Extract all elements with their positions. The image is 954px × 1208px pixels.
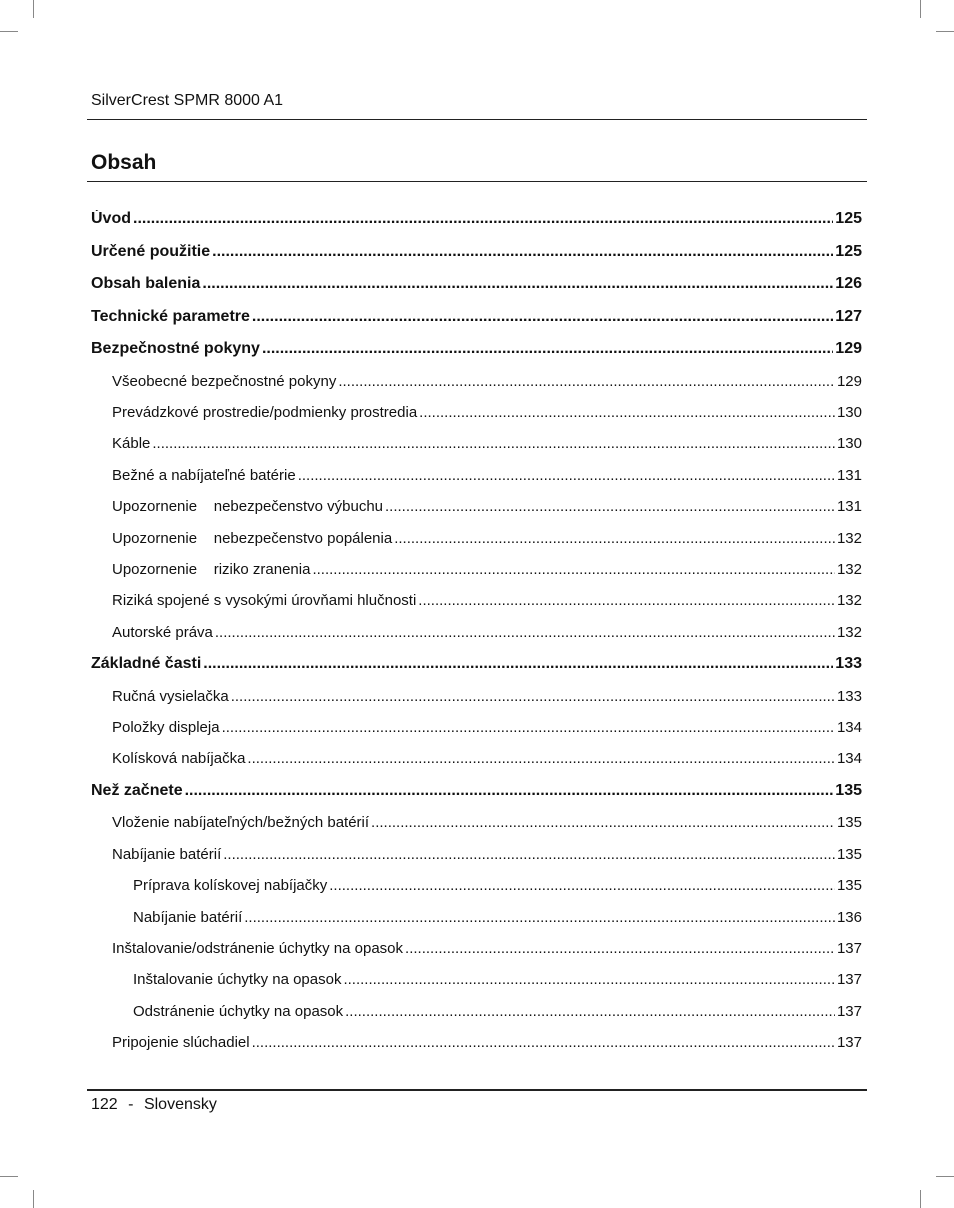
toc-entry[interactable] xyxy=(133,877,862,901)
toc-entry-title: Bežné a nabíjateľné batérie xyxy=(112,466,296,484)
toc-leader-dots xyxy=(385,498,835,515)
page-footer xyxy=(91,1096,217,1114)
toc-leader-dots xyxy=(203,655,833,673)
toc-entry-title: Prevádzkové prostredie/podmienky prostredia xyxy=(112,403,418,421)
toc-entry-title: Upozornenie nebezpečenstvo výbuchu xyxy=(112,498,384,516)
toc-entry-title: Káble xyxy=(112,435,151,453)
footer-language: Slovensky xyxy=(143,1096,217,1113)
title-rule xyxy=(87,181,867,182)
toc-entry-page: 130 xyxy=(836,435,862,453)
toc-leader-dots xyxy=(185,782,834,800)
toc-entry-page: 136 xyxy=(836,908,862,926)
toc-leader-dots xyxy=(223,846,835,863)
toc-leader-dots xyxy=(343,971,835,988)
crop-mark xyxy=(0,31,18,32)
toc-entry-title: Kolísková nabíjačka xyxy=(112,750,246,768)
crop-mark xyxy=(920,0,921,18)
toc-entry-page: 133 xyxy=(836,687,862,705)
toc-entry[interactable] xyxy=(112,750,862,774)
toc-entry-title: Určené použitie xyxy=(91,242,211,260)
toc-entry-page: 132 xyxy=(836,623,862,641)
toc-entry[interactable] xyxy=(91,782,862,806)
toc-entry[interactable] xyxy=(112,467,862,491)
toc-entry-title: Technické parametre xyxy=(91,307,250,325)
toc-entry-page: 135 xyxy=(836,877,862,895)
toc-leader-dots xyxy=(394,530,835,547)
footer-page-number: 122 xyxy=(91,1096,118,1113)
toc-leader-dots xyxy=(312,561,835,578)
toc-entry[interactable] xyxy=(112,435,862,459)
toc-entry[interactable] xyxy=(112,404,862,428)
toc-entry-title: Inštalovanie/odstránenie úchytky na opasok xyxy=(112,939,404,957)
page-title: Obsah xyxy=(91,151,157,174)
toc-entry-page: 131 xyxy=(836,498,862,516)
crop-mark xyxy=(33,0,34,18)
toc-leader-dots xyxy=(202,275,833,293)
toc-entry[interactable] xyxy=(91,210,862,234)
toc-entry[interactable] xyxy=(112,561,862,585)
toc-leader-dots xyxy=(329,877,835,894)
toc-entry-title: Obsah balenia xyxy=(91,275,201,292)
toc-entry-title: Nabíjanie batérií xyxy=(112,845,222,863)
toc-entry-title: Položky displeja xyxy=(112,719,220,736)
toc-entry[interactable] xyxy=(112,498,862,522)
toc-leader-dots xyxy=(152,435,835,452)
toc-entry[interactable] xyxy=(133,909,862,933)
crop-mark xyxy=(33,1190,34,1208)
toc-entry-title: Upozornenie riziko zranenia xyxy=(112,560,311,578)
toc-leader-dots xyxy=(419,404,835,421)
toc-entry-title: Upozornenie nebezpečenstvo popálenia xyxy=(112,529,393,547)
toc-leader-dots xyxy=(418,592,835,609)
toc-entry[interactable] xyxy=(112,530,862,554)
toc-leader-dots xyxy=(345,1003,835,1020)
toc-entry-page: 133 xyxy=(835,655,862,673)
toc-entry-title: Inštalovanie úchytky na opasok xyxy=(133,971,342,989)
toc-leader-dots xyxy=(247,750,835,767)
crop-mark xyxy=(920,1190,921,1208)
toc-entry-page: 134 xyxy=(836,750,862,768)
toc-leader-dots xyxy=(338,373,835,390)
toc-leader-dots xyxy=(405,940,835,957)
toc-entry-page: 132 xyxy=(836,560,862,578)
toc-entry-page: 129 xyxy=(835,340,862,357)
toc-entry-title: Než začnete xyxy=(91,781,183,799)
toc-entry-page: 137 xyxy=(836,1002,862,1020)
toc-entry[interactable] xyxy=(112,846,862,870)
toc-entry[interactable] xyxy=(91,340,862,364)
toc-entry-page: 137 xyxy=(836,1034,862,1052)
toc-entry-title: Bezpečnostné pokyny xyxy=(91,340,260,357)
toc-entry[interactable] xyxy=(112,814,862,838)
toc-leader-dots xyxy=(244,909,835,926)
toc-entry-page: 126 xyxy=(835,275,862,292)
crop-mark xyxy=(0,1176,18,1177)
toc-entry[interactable] xyxy=(133,1003,862,1027)
toc-leader-dots xyxy=(252,1034,835,1051)
toc-entry-page: 127 xyxy=(835,307,862,325)
toc-entry-page: 132 xyxy=(836,529,862,547)
toc-entry-page: 125 xyxy=(835,242,862,260)
header-rule xyxy=(87,119,867,120)
toc-entry-title: Pripojenie slúchadiel xyxy=(112,1034,250,1052)
toc-entry-page: 137 xyxy=(836,939,862,957)
toc-leader-dots xyxy=(262,340,833,358)
footer-rule xyxy=(87,1089,867,1091)
toc-entry-title: Všeobecné bezpečnostné pokyny xyxy=(112,372,337,390)
toc-entry[interactable] xyxy=(91,275,862,299)
toc-entry-title: Ručná vysielačka xyxy=(112,687,229,705)
toc-entry[interactable] xyxy=(112,592,862,616)
toc-entry[interactable] xyxy=(91,655,862,679)
toc-entry-page: 132 xyxy=(836,592,862,610)
running-header: SilverCrest SPMR 8000 A1 xyxy=(91,92,284,109)
toc-entry-title: Príprava kolískovej nabíjačky xyxy=(133,877,328,895)
toc-entry-page: 135 xyxy=(836,845,862,863)
toc-entry-title: Úvod xyxy=(91,210,131,227)
toc-entry-page: 134 xyxy=(836,719,862,736)
toc-entry[interactable] xyxy=(112,688,862,712)
toc-entry[interactable] xyxy=(112,373,862,397)
toc-entry[interactable] xyxy=(112,940,862,964)
toc-entry-title: Nabíjanie batérií xyxy=(133,908,243,926)
toc-entry-page: 135 xyxy=(835,781,862,799)
toc-entry[interactable] xyxy=(91,308,862,332)
toc-entry-page: 129 xyxy=(836,372,862,390)
toc-entry-title: Autorské práva xyxy=(112,623,213,641)
toc-entry-page: 130 xyxy=(836,403,862,421)
footer-separator: - xyxy=(128,1096,134,1113)
crop-mark xyxy=(936,31,954,32)
toc-entry-title: Odstránenie úchytky na opasok xyxy=(133,1002,344,1020)
toc-entry[interactable] xyxy=(112,624,862,648)
toc-leader-dots xyxy=(298,467,835,484)
toc-entry[interactable] xyxy=(91,243,862,267)
toc-entry-title: Základné časti xyxy=(91,655,202,673)
toc-entry[interactable] xyxy=(112,1034,862,1058)
toc-leader-dots xyxy=(133,210,833,228)
toc-leader-dots xyxy=(252,308,833,326)
crop-mark xyxy=(936,1176,954,1177)
toc-leader-dots xyxy=(231,688,835,705)
toc-entry[interactable] xyxy=(133,971,862,995)
toc-entry-page: 131 xyxy=(836,466,862,484)
toc-leader-dots xyxy=(212,243,833,261)
toc-leader-dots xyxy=(215,624,835,641)
toc-leader-dots xyxy=(371,814,835,831)
toc-entry-page: 137 xyxy=(836,971,862,989)
toc-entry-title: Vloženie nabíjateľných/bežných batérií xyxy=(112,814,370,832)
toc-entry[interactable] xyxy=(112,719,862,743)
toc-entry-title: Riziká spojené s vysokými úrovňami hlučnosti xyxy=(112,592,417,610)
toc-leader-dots xyxy=(222,719,835,736)
toc-entry-page: 125 xyxy=(835,210,862,227)
toc-entry-page: 135 xyxy=(836,814,862,832)
